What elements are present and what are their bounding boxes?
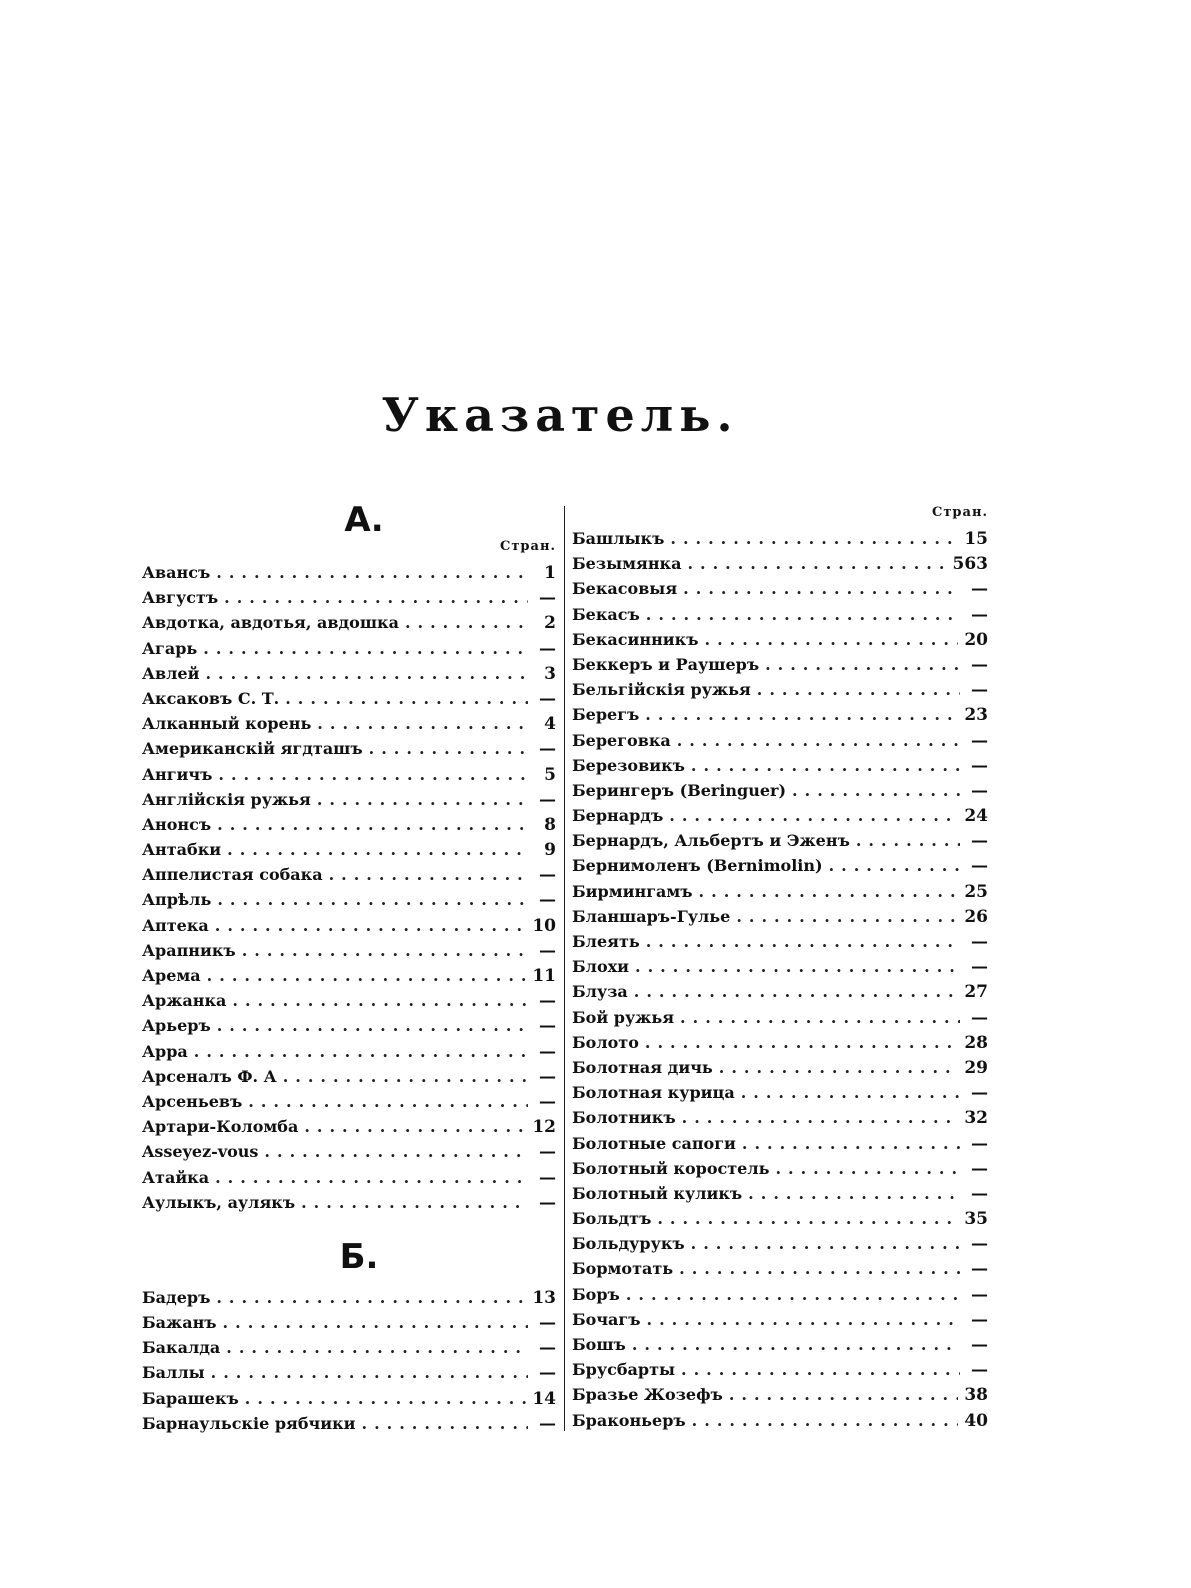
entry-term: Августъ [142,588,219,608]
entry-page-number: 5 [544,764,556,785]
entry-page-number: 32 [964,1108,988,1129]
entry-term: Блохи [572,957,630,977]
entry-term: Бернардъ, Альбертъ и Эженъ [572,831,850,851]
entry-term: Блеять [572,932,640,951]
index-entry [142,1039,556,1064]
entry-page-number: — [539,1363,556,1384]
entry-term: Арапникъ [142,940,236,960]
index-entry [572,904,988,929]
entry-page-number: 13 [532,1287,556,1308]
dot-leader [632,1332,960,1357]
entry-page-number: — [539,890,556,911]
dot-leader [691,1231,960,1256]
index-entry [142,1165,556,1190]
index-entry [142,862,556,887]
dot-leader [211,1360,528,1385]
entry-page-number: — [971,1284,988,1305]
dot-leader [232,988,528,1013]
index-entry [142,887,556,912]
page-title: Указатель. [381,388,739,442]
dot-leader [683,576,960,601]
dot-leader [691,753,960,778]
index-entry [572,728,988,753]
dot-leader [242,938,528,963]
entry-term: Бадеръ [142,1287,211,1307]
dot-leader [285,686,528,711]
entry-term: Блуза [572,982,628,1002]
entry-term: Безымянка [572,554,682,574]
index-entry [142,1310,556,1335]
dot-leader [369,736,528,761]
index-entry [142,938,556,963]
entry-term: Бормотать [572,1259,674,1279]
entry-page-number: 25 [964,881,988,902]
index-entry [142,610,556,635]
dot-leader [692,1408,959,1433]
index-entry [572,1105,988,1130]
index-entry [142,1190,556,1215]
entry-term: Англійскія ружья [142,789,311,809]
entry-term: Болотный коростель [572,1158,770,1178]
entry-term: Бразье Жозефъ [572,1385,723,1405]
column-divider [564,506,565,1431]
entry-term: Болото [572,1032,639,1052]
entry-page-number: — [971,1083,988,1104]
entry-term: Браконьеръ [572,1410,686,1430]
dot-leader [680,1005,960,1030]
entry-term: Березовикъ [572,755,685,775]
index-entry [572,954,988,979]
entry-list-b [142,1285,556,1436]
index-entry [572,1055,988,1080]
dot-leader [681,1357,960,1382]
dot-leader [635,954,960,979]
entry-page-number: — [971,856,988,877]
dot-leader [657,1206,958,1231]
entry-page-number: — [971,604,988,625]
entry-page-number: 12 [532,1117,556,1138]
entry-page-number: — [971,1259,988,1280]
index-entry [572,1156,988,1181]
entry-page-number: 9 [544,840,556,861]
entry-term: Береговка [572,730,671,750]
dot-leader [765,652,960,677]
index-entry [142,560,556,585]
entry-term: Бочагъ [572,1309,641,1329]
dot-leader [645,702,958,727]
entry-term: Арсеналъ Ф. А [142,1066,277,1086]
entry-page-number: 40 [964,1410,988,1431]
index-entry [572,702,988,727]
index-entry [572,1181,988,1206]
dot-leader [215,1165,528,1190]
entry-page-number: — [539,1016,556,1037]
entry-term: Бельгійскія ружья [572,680,751,700]
dot-leader [207,963,527,988]
index-entry [142,1089,556,1114]
index-entry [572,1282,988,1307]
dot-leader [741,1080,960,1105]
dot-leader [203,636,528,661]
entry-page-number: — [971,1335,988,1355]
index-entry [142,963,556,988]
index-entry [572,1030,988,1055]
dot-leader [317,787,528,812]
entry-term: Американскій ягдташъ [142,739,363,759]
entry-page-number: — [971,1360,988,1381]
index-entry [572,1307,988,1332]
entry-term: Аржанка [142,991,227,1011]
dot-leader [245,1386,527,1411]
entry-term: Анонсъ [142,814,212,834]
dot-leader [215,913,527,938]
dot-leader [205,661,528,686]
dot-leader [705,627,959,652]
entry-term: Бекасовыя [572,579,678,599]
entry-page-number: — [971,1234,988,1255]
dot-leader [264,1139,528,1164]
index-entry [572,576,988,601]
entry-page-number: 563 [952,554,988,575]
entry-page-number: — [971,957,988,978]
entry-page-number: 11 [532,966,556,986]
entry-list-right [572,526,988,1433]
entry-term: Больдурукъ [572,1234,685,1254]
entry-term: Беккеръ и Раушеръ [572,654,760,674]
dot-leader [405,610,528,635]
entry-page-number: — [539,865,556,886]
entry-term: Баллы [142,1363,205,1383]
entry-term: Антабки [142,840,222,860]
entry-page-number: — [971,1133,988,1154]
entry-term: Бажанъ [142,1313,217,1333]
index-column-left [142,500,556,1436]
section-letter-a: А. [344,500,384,540]
index-entry [572,1005,988,1030]
index-entry [572,1332,988,1357]
entry-page-number: — [539,1338,556,1359]
dot-leader [699,879,959,904]
dot-leader [248,1089,528,1114]
index-entry [142,913,556,938]
entry-term: Больдтъ [572,1209,652,1229]
entry-term: Барашекъ [142,1388,239,1408]
dot-leader [226,1335,528,1360]
index-entry [142,736,556,761]
entry-term: Берегъ [572,705,640,725]
entry-term: Апрѣль [142,890,212,910]
entry-term: Болотные сапоги [572,1133,736,1153]
dot-leader [792,778,960,803]
dot-leader [719,1055,959,1080]
entry-term: Арема [142,966,201,985]
index-entry [142,1285,556,1310]
entry-page-number: — [539,1192,556,1213]
entry-term: Бернардъ [572,806,664,826]
entry-page-number: — [971,780,988,801]
entry-page-number: 10 [532,915,556,936]
index-entry [572,778,988,803]
index-entry [142,812,556,837]
dot-leader [634,979,959,1004]
dot-leader [217,887,528,912]
index-entry [142,661,556,686]
index-entry [572,677,988,702]
index-entry [572,879,988,904]
entry-page-number: 27 [964,982,988,1003]
dot-leader [757,677,960,702]
entry-term: Барнаульскіе рябчики [142,1413,356,1433]
section-a [142,500,556,1215]
entry-page-number: — [539,1142,556,1163]
index-column-right [572,500,988,1433]
entry-term: Бекасъ [572,604,640,624]
section-letter-b: Б. [339,1236,379,1277]
entry-page-number: 1 [544,563,556,583]
index-entry [572,853,988,878]
dot-leader [748,1181,960,1206]
entry-term: Бакалда [142,1338,221,1358]
entry-page-number: 4 [544,714,556,735]
entry-term: Бланшаръ-Гулье [572,906,731,926]
entry-term: Арсеньевъ [142,1091,243,1111]
index-entry [142,1114,556,1139]
dot-leader [647,1307,961,1332]
index-entry [572,551,988,576]
entry-term: Болотный куликъ [572,1183,743,1203]
entry-page-number: — [971,579,988,600]
entry-term: Болотникъ [572,1108,676,1128]
index-entry [572,1206,988,1231]
dot-leader [829,853,960,878]
index-entry [142,711,556,736]
entry-page-number: — [971,831,988,852]
index-entry [142,1411,556,1436]
entry-term: Авансъ [142,563,211,582]
index-entry [572,1256,988,1281]
dot-leader [645,1030,958,1055]
index-entry [572,1131,988,1156]
entry-page-number: 3 [544,663,556,684]
dot-leader [216,560,528,585]
entry-page-number: — [971,755,988,776]
entry-page-number: — [971,1309,988,1330]
page-column-label: Стран. [932,505,988,520]
entry-term: Агарь [142,638,198,658]
entry-term: Бирмингамъ [572,881,693,901]
index-entry [572,1357,988,1382]
index-entry [572,1408,988,1433]
dot-leader [682,1105,959,1130]
index-entry [142,1360,556,1385]
dot-leader [224,585,528,610]
entry-term: Брусбарты [572,1360,676,1380]
entry-page-number: — [971,1007,988,1028]
entry-page-number: — [971,730,988,751]
dot-leader [646,602,960,627]
entry-page-number: 24 [964,806,988,827]
dot-leader [283,1064,528,1089]
dot-leader [856,828,960,853]
entry-page-number: — [539,1091,556,1112]
entry-page-number: — [971,1158,988,1179]
index-entry [142,1064,556,1089]
entry-page-number: 2 [544,613,556,634]
index-entry [142,686,556,711]
entry-term: Берингеръ (Beringuer) [572,780,787,800]
index-entry [142,1139,556,1164]
entry-page-number: 28 [964,1032,988,1053]
entry-page-number: — [971,654,988,675]
entry-term: Болотная дичь [572,1057,713,1077]
index-entry [142,988,556,1013]
entry-term: Аптека [142,915,209,935]
entry-term: Артари-Коломба [142,1117,299,1137]
entry-page-number: — [539,991,556,1012]
dot-leader [646,929,960,954]
entry-term: Бой ружья [572,1007,675,1027]
entry-page-number: — [971,680,988,701]
entry-page-number: — [539,638,556,659]
entry-term: Бернимоленъ (Bernimolin) [572,856,823,876]
entry-term: Болотная курица [572,1083,735,1103]
index-entry [572,979,988,1004]
dot-leader [301,1190,528,1215]
entry-page-number: — [971,932,988,952]
entry-page-number: — [539,1066,556,1087]
page-column-label: Стран. [500,539,556,554]
index-entry [142,1335,556,1360]
entry-term: Боръ [572,1284,620,1304]
entry-page-number: — [539,588,556,609]
dot-leader [217,1013,528,1038]
entry-page-number: 15 [964,529,988,549]
entry-term: Арьеръ [142,1016,211,1036]
index-entry [572,602,988,627]
index-entry [142,636,556,661]
dot-leader [317,711,528,736]
dot-leader [218,762,528,787]
dot-leader [217,812,528,837]
entry-page-number: — [539,1313,556,1334]
entry-term: Башлыкъ [572,529,665,548]
index-entry [572,1382,988,1407]
dot-leader [742,1131,960,1156]
entry-term: Бекасинникъ [572,629,699,649]
index-entry [572,526,988,551]
entry-term: Авдотка, авдотья, авдошка [142,613,399,633]
entry-term: Алканный корень [142,714,312,734]
entry-page-number: — [539,1041,556,1062]
entry-page-number: — [539,940,556,961]
entry-page-number: 38 [964,1385,988,1406]
entry-page-number: 23 [964,705,988,726]
entry-page-number: — [539,1413,556,1434]
entry-term: Аулыкъ, аулякъ [142,1192,296,1212]
dot-leader [669,803,958,828]
dot-leader [304,1114,526,1139]
entry-page-number: 29 [964,1057,988,1078]
dot-leader [775,1156,960,1181]
index-entry [572,828,988,853]
entry-term: Ангичъ [142,764,213,784]
entry-page-number: — [539,789,556,810]
entry-page-number: 14 [532,1388,556,1409]
dot-leader [687,551,946,576]
entry-page-number: 26 [964,906,988,927]
dot-leader [677,728,960,753]
entry-page-number: 20 [964,629,988,650]
dot-leader [736,904,958,929]
index-entry [572,627,988,652]
index-entry [572,929,988,954]
dot-leader [362,1411,529,1436]
dot-leader [194,1039,528,1064]
dot-leader [216,1285,526,1310]
entry-term: Арра [142,1041,188,1061]
dot-leader [626,1282,960,1307]
dot-leader [329,862,528,887]
dot-leader [679,1256,960,1281]
entry-page-number: — [539,1167,556,1188]
entry-term: Авлей [142,663,200,683]
entry-term: Аппелистая собака [142,865,323,885]
entry-term: Аксаковъ С. Т. [142,688,280,708]
entry-page-number: 35 [964,1209,988,1230]
index-entry [142,585,556,610]
entry-term: Бошъ [572,1335,626,1354]
entry-term: Asseyez-vous [142,1142,259,1162]
dot-leader [223,1310,528,1335]
entry-list-a [142,560,556,1215]
entry-page-number: — [539,688,556,709]
dot-leader [227,837,528,862]
section-b [142,1237,556,1436]
index-entry [142,837,556,862]
dot-leader [729,1382,959,1407]
entry-page-number: — [971,1183,988,1204]
entry-term: Атайка [142,1167,210,1187]
index-entry [142,762,556,787]
index-entry [142,1013,556,1038]
index-entry [142,787,556,812]
index-entry [572,753,988,778]
entry-page-number: 8 [544,814,556,835]
dot-leader [670,526,958,551]
index-entry [572,1080,988,1105]
index-entry [142,1386,556,1411]
index-entry [572,1231,988,1256]
entry-page-number: — [539,739,556,760]
index-entry [572,803,988,828]
index-entry [572,652,988,677]
